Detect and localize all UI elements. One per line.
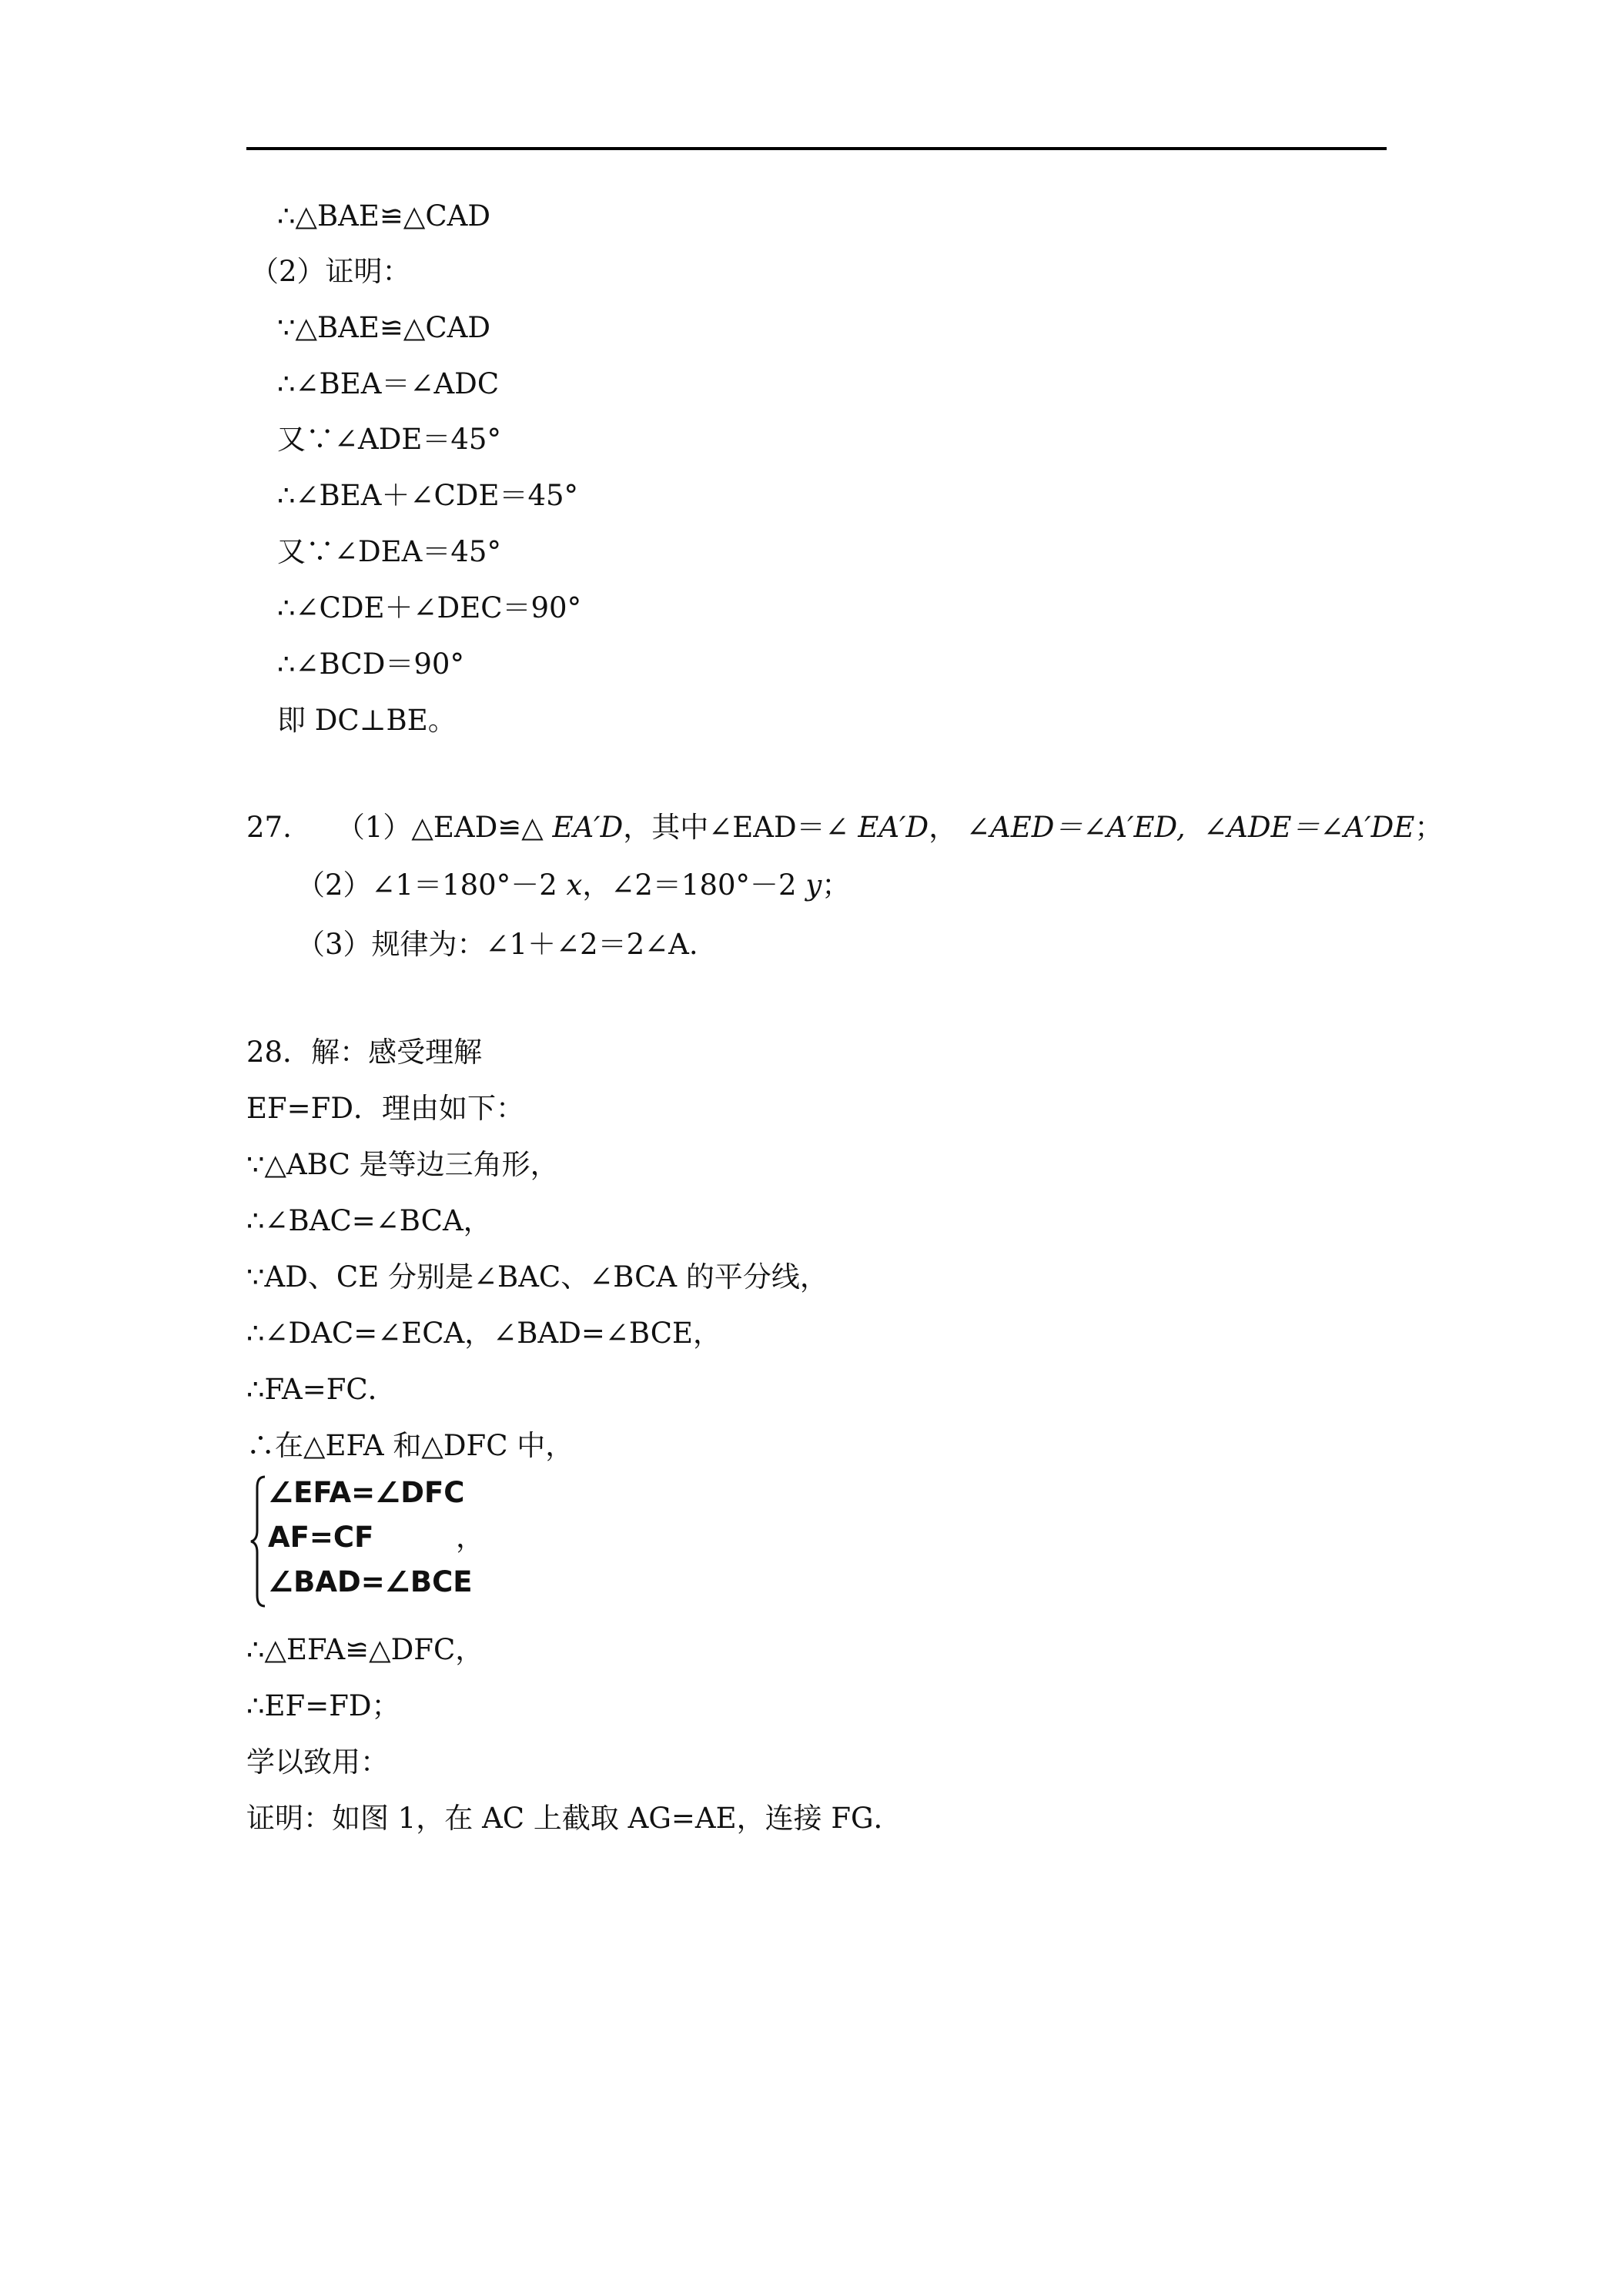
question-27-answer-2: （2）∠1＝180°－2 x，∠2＝180°－2 y； — [296, 869, 851, 902]
condition-comma: ， — [456, 1521, 484, 1554]
proof-line: ∴在△EFA 和△DFC 中， — [246, 1429, 574, 1462]
proof-subheading: 学以致用： — [246, 1745, 389, 1779]
proof-line: ∴∠CDE＋∠DEC＝90° — [277, 591, 582, 624]
proof-line: ∴FA=FC． — [246, 1373, 397, 1406]
question-number: 27. — [246, 811, 292, 844]
question-28-heading: 28．解：感受理解 — [246, 1036, 483, 1069]
proof-line: ∵AD、CE 分别是∠BAC、∠BCA 的平分线， — [246, 1260, 828, 1294]
condition-line: ∠BAD=∠BCE — [268, 1565, 473, 1598]
question-27-answer-1: 27. （1）△EAD≌△ EA′D，其中∠EAD＝∠ EA′D， ∠AED＝∠A′ED, ∠ADE＝∠A′DE； — [246, 811, 1444, 844]
proof-line: EF=FD．理由如下： — [246, 1092, 525, 1125]
proof-line: ∴∠BEA＝∠ADC — [277, 367, 500, 400]
proof-line: ∴∠DAC=∠ECA，∠BAD=∠BCE， — [246, 1317, 722, 1350]
proof-line: 又∵∠DEA＝45° — [277, 535, 501, 568]
proof-line: ∴∠BCD＝90° — [277, 648, 464, 681]
question-27-answer-3: （3）规律为：∠1＋∠2＝2∠A. — [296, 928, 698, 961]
condition-line: AF=CF — [268, 1521, 374, 1554]
proof-line: ∴∠BAC=∠BCA， — [246, 1204, 492, 1237]
proof-part-heading: （2）证明： — [250, 255, 411, 288]
proof-line: ∴∠BEA＋∠CDE＝45° — [277, 479, 579, 512]
congruence-conditions — [248, 1472, 556, 1611]
condition-line: ∠EFA=∠DFC — [268, 1476, 465, 1509]
proof-line: ∴△BAE≌△CAD — [277, 199, 491, 233]
proof-line: 又∵∠ADE＝45° — [277, 423, 501, 456]
proof-line: 即 DC⊥BE。 — [277, 704, 457, 737]
proof-line: 证明：如图 1，在 AC 上截取 AG=AE，连接 FG． — [246, 1802, 902, 1835]
proof-line: ∵△BAE≌△CAD — [277, 311, 491, 344]
proof-line: ∵△ABC 是等边三角形， — [246, 1148, 559, 1181]
header-rule — [246, 147, 1387, 150]
proof-line: ∴△EFA≌△DFC， — [246, 1633, 484, 1666]
proof-line: ∴EF=FD； — [246, 1689, 400, 1722]
